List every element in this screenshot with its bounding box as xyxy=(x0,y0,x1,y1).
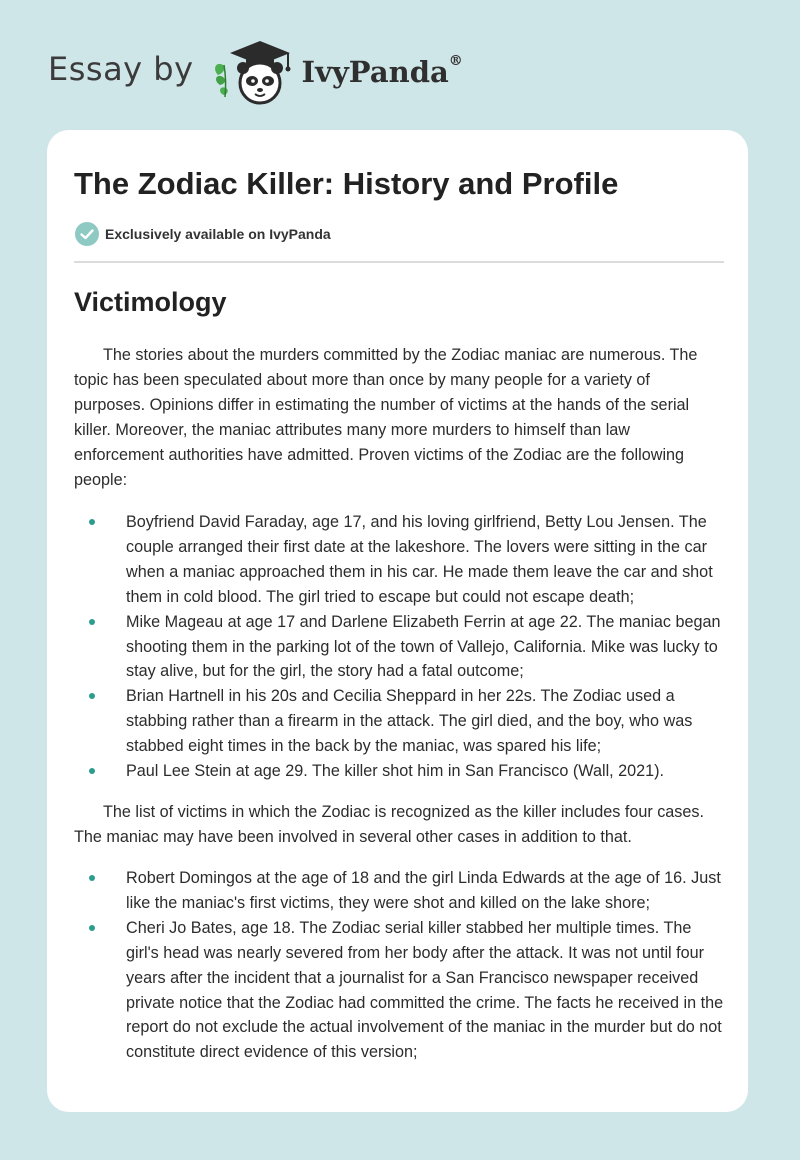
list-item-text: Boyfriend David Faraday, age 17, and his loving girlfriend, Betty Lou Jensen. The couple arranged their first date at the lakeshore. The lovers were sitting in the car when a maniac approached them in his car. He made them leave the car and shot them in cold blood. The girl tried to escape but could not escape death; xyxy=(126,513,713,606)
victims-list xyxy=(74,510,724,784)
list-item xyxy=(74,759,724,784)
list-item xyxy=(74,610,724,685)
bullet-dot-icon xyxy=(89,519,95,525)
list-item xyxy=(74,684,724,759)
bullet-dot-icon xyxy=(89,875,95,881)
possible-victims-list xyxy=(74,866,724,1065)
registered-mark: ® xyxy=(448,53,463,69)
brand-name[interactable] xyxy=(302,55,463,89)
bullet-dot-icon xyxy=(89,768,95,774)
list-item xyxy=(74,916,724,1065)
essay-by-label: Essay by xyxy=(48,50,194,88)
exclusive-label: Exclusively available on IvyPanda xyxy=(105,226,331,242)
panda-graduate-icon[interactable] xyxy=(210,35,296,107)
site-header xyxy=(48,36,463,106)
essay-card xyxy=(47,130,748,1112)
list-item-text: Paul Lee Stein at age 29. The killer shot him in San Francisco (Wall, 2021). xyxy=(126,762,665,781)
list-item-text: Cheri Jo Bates, age 18. The Zodiac serial killer stabbed her multiple times. The girl's head was nearly severed from her body after the attack. It was not until four years after the incident that a journalist for a San Francisco newspaper received private notice that the Zodiac had committed the crime. The facts he received in the report do not exclude the actual involvement of the maniac in the murder but do not constitute direct evidence of this version; xyxy=(126,918,724,1062)
list-item-text: Mike Mageau at age 17 and Darlene Elizabeth Ferrin at age 22. The maniac began shooting them in the parking lot of the town of Vallejo, California. Mike was lucky to stay alive, but for the girl, the story had a fatal outcome; xyxy=(126,612,721,681)
divider xyxy=(74,261,724,263)
paragraph: The stories about the murders committed by the Zodiac maniac are numerous. The topic has been speculated about more than once by many people for a variety of purposes. Opinions differ in estimating the number of victims at the hands of the serial killer. Moreover, the maniac attributes many more murders to himself than law enforcement authorities have admitted. Proven victims of the Zodiac are the following people: xyxy=(74,346,698,489)
bullet-dot-icon xyxy=(89,619,95,625)
list-item-text: Robert Domingos at the age of 18 and the girl Linda Edwards at the age of 16. Just like the maniac's first victims, they were shot and killed on the lake shore; xyxy=(126,869,721,912)
brand-name-text: IvyPanda xyxy=(301,55,449,89)
list-item-text: Brian Hartnell in his 20s and Cecilia Sheppard in her 22s. The Zodiac used a stabbing rather than a firearm in the attack. The girl died, and the boy, who was stabbed eight times in the back by the maniac, was spared his life; xyxy=(126,687,693,756)
exclusive-badge xyxy=(74,221,331,247)
page-title: The Zodiac Killer: History and Profile xyxy=(74,166,619,201)
bullet-dot-icon xyxy=(89,693,95,699)
section-heading: Victimology xyxy=(74,287,227,317)
list-item xyxy=(74,510,724,610)
list-item xyxy=(74,866,724,916)
check-badge-icon xyxy=(74,221,100,247)
paragraph: The list of victims in which the Zodiac is recognized as the killer includes four cases. The maniac may have been involved in several other cases in addition to that. xyxy=(74,803,704,846)
bullet-dot-icon xyxy=(89,925,95,931)
